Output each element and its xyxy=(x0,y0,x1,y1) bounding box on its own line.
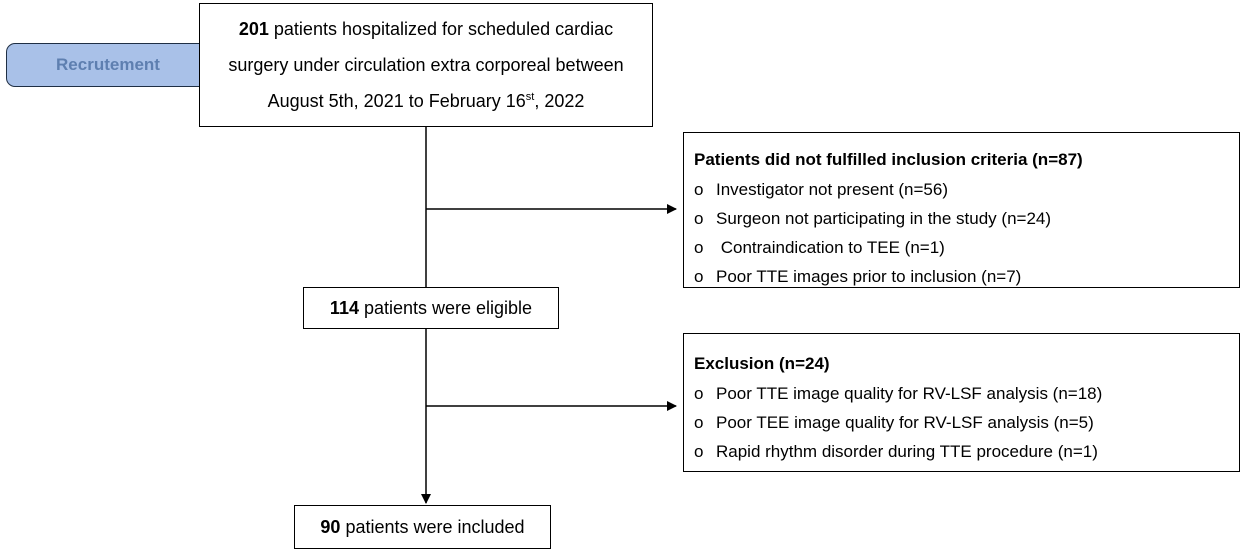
inclusion-item xyxy=(694,175,1229,204)
inclusion-item-text: Contraindication to TEE (n=1) xyxy=(716,238,945,257)
exclusion-box xyxy=(683,333,1240,472)
inclusion-title: Patients did not fulfilled inclusion criteria (n=87) xyxy=(694,150,1083,169)
start-line-3-superscript: st xyxy=(525,91,535,103)
included-label: patients were included xyxy=(340,517,525,537)
bullet-icon: o xyxy=(694,238,704,257)
exclusion-item-text: Rapid rhythm disorder during TTE procedure (n=1) xyxy=(716,442,1098,461)
start-line-1 xyxy=(228,11,623,47)
inclusion-criteria-box xyxy=(683,132,1240,288)
eligible-text xyxy=(330,290,532,326)
exclusion-item xyxy=(694,379,1229,408)
start-count: 201 xyxy=(238,19,269,39)
recruitment-label-text: Recrutement xyxy=(56,55,160,74)
exclusion-item-text: Poor TTE image quality for RV-LSF analysis (n=18) xyxy=(716,384,1103,403)
exclusion-title: Exclusion (n=24) xyxy=(694,354,830,373)
start-line-3-text-a: August 5th, 2021 to February 16 xyxy=(267,91,526,111)
inclusion-item-text: Poor TTE images prior to inclusion (n=7) xyxy=(716,267,1022,286)
inclusion-item xyxy=(694,262,1229,291)
eligible-label: patients were eligible xyxy=(358,298,533,318)
eligible-box xyxy=(303,287,559,329)
recruitment-label xyxy=(6,43,210,87)
exclusion-item xyxy=(694,408,1229,437)
eligible-count: 114 xyxy=(329,298,359,318)
bullet-icon: o xyxy=(694,413,704,432)
included-box xyxy=(294,505,551,549)
included-text xyxy=(320,509,524,545)
start-box xyxy=(199,3,653,127)
exclusion-item-text: Poor TEE image quality for RV-LSF analysis (n=5) xyxy=(716,413,1094,432)
included-count: 90 xyxy=(320,517,341,537)
inclusion-item-text: Investigator not present (n=56) xyxy=(716,180,948,199)
start-line-2: surgery under circulation extra corporeal between xyxy=(228,55,624,75)
bullet-icon: o xyxy=(694,180,704,199)
inclusion-item-text: Surgeon not participating in the study (n=24) xyxy=(716,209,1052,228)
bullet-icon: o xyxy=(694,209,704,228)
bullet-icon: o xyxy=(694,384,704,403)
bullet-icon: o xyxy=(694,442,704,461)
inclusion-item xyxy=(694,204,1229,233)
exclusion-item xyxy=(694,437,1229,466)
start-line-1-text: patients hospitalized for scheduled cardiac xyxy=(268,19,614,39)
start-line-3 xyxy=(228,83,623,119)
inclusion-item xyxy=(694,233,1229,262)
bullet-icon: o xyxy=(694,267,704,286)
start-line-3-text-b: , 2022 xyxy=(534,91,585,111)
